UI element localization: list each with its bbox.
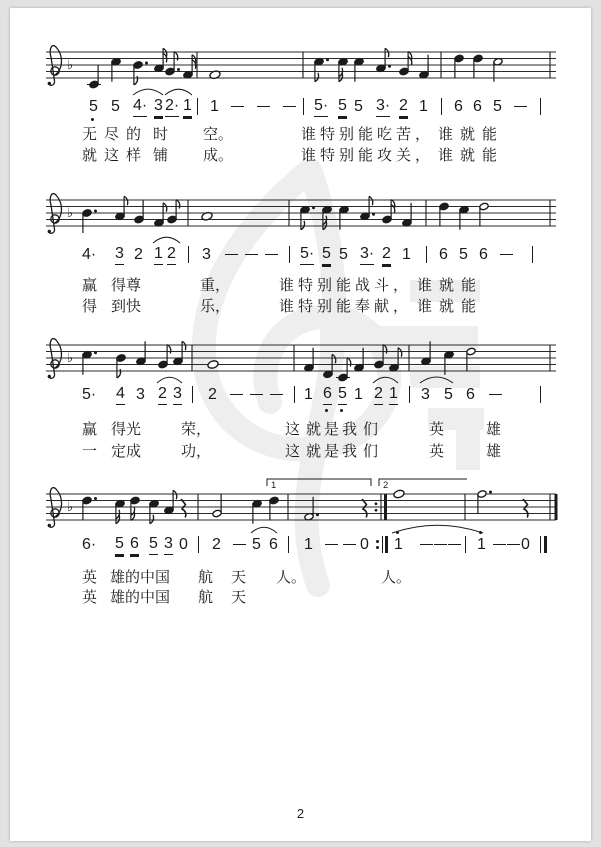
lyric-chunk: 赢 xyxy=(82,422,98,438)
jianpu-note: 3 xyxy=(421,386,430,403)
lyric-chunk: 英 xyxy=(82,590,98,606)
jianpu-note: 1 xyxy=(402,246,411,263)
lyric-chunk: 谁特别能吃苦， xyxy=(301,127,435,143)
jianpu-dash xyxy=(325,544,338,545)
jianpu-note: 1 xyxy=(304,536,313,553)
jianpu-dash xyxy=(265,254,278,255)
jianpu-barline xyxy=(465,536,466,553)
lyric-chunk: 得尊 xyxy=(111,278,142,294)
jianpu-note: 4· xyxy=(133,97,147,117)
jianpu-note: 5 xyxy=(339,246,348,263)
jianpu-note: 2 xyxy=(134,246,143,263)
jianpu-note: 4 xyxy=(116,385,125,405)
jianpu-note: 5 xyxy=(338,97,347,117)
jianpu-note: 6 xyxy=(473,98,482,115)
jianpu-note: 2 xyxy=(167,245,176,265)
jianpu-note: 5 xyxy=(115,535,124,555)
jianpu-dash xyxy=(507,544,520,545)
jianpu-note: 3 xyxy=(164,535,173,555)
lyric-chunk: 雄 xyxy=(486,444,502,460)
jianpu-note: 5 xyxy=(111,98,120,115)
lyric-chunk: 谁特别能攻关， xyxy=(301,148,435,164)
lyric-chunk: 谁特别能战斗， xyxy=(279,278,413,294)
jianpu-note: 2 xyxy=(374,385,383,405)
lyric-chunk: 定成 xyxy=(111,444,142,460)
lyric-chunk: 乐， xyxy=(200,299,231,315)
lyric-chunk: 航 xyxy=(198,590,214,606)
lyric-chunk: 雄 xyxy=(486,422,502,438)
jianpu-note: 5 xyxy=(89,97,98,116)
jianpu-barline xyxy=(540,386,541,403)
lyric-chunk: 英 xyxy=(429,422,445,438)
jianpu-barline xyxy=(198,536,199,553)
lyric-chunk: 得光 xyxy=(111,422,142,438)
jianpu-dash xyxy=(257,106,270,107)
jianpu-note: 3 xyxy=(136,386,145,403)
jianpu-dash xyxy=(283,106,296,107)
jianpu-note: 0 xyxy=(179,536,188,553)
jianpu-note: 6 xyxy=(323,385,332,405)
flat-key-signature: ♭ xyxy=(67,500,74,515)
jianpu-note: 3· xyxy=(360,245,374,265)
jianpu-dash xyxy=(250,394,263,395)
lyric-chunk: 就是我 xyxy=(306,444,361,460)
jianpu-final-barline xyxy=(540,536,554,553)
page-number: 2 xyxy=(296,806,305,821)
jianpu-barline xyxy=(289,246,290,263)
jianpu-dash xyxy=(448,544,461,545)
jianpu-note: 1 xyxy=(154,245,163,265)
jianpu-note: 0 xyxy=(360,536,369,553)
jianpu-note: 3· xyxy=(376,97,390,117)
jianpu-note: 5 xyxy=(459,246,468,263)
lyric-chunk: 天 xyxy=(231,590,247,606)
lyric-chunk: 雄的中国 xyxy=(110,590,171,606)
lyric-chunk: 雄的中国 xyxy=(110,570,171,586)
jianpu-dash xyxy=(245,254,258,255)
svg-text:1: 1 xyxy=(271,480,277,491)
svg-text:2: 2 xyxy=(383,480,389,491)
lyric-chunk: 就这样 xyxy=(82,148,149,164)
lyric-chunk: 谁特别能奉献， xyxy=(279,299,413,315)
jianpu-note: 2 xyxy=(208,386,217,403)
jianpu-note: 6 xyxy=(466,386,475,403)
jianpu-note: 5 xyxy=(322,245,331,265)
lyric-chunk: 功， xyxy=(181,444,212,460)
jianpu-dash xyxy=(231,106,244,107)
lyric-chunk: 时 xyxy=(153,127,169,143)
jianpu-note: 1 xyxy=(394,535,403,554)
jianpu-note: 1 xyxy=(419,98,428,115)
jianpu-note: 5 xyxy=(149,535,158,555)
jianpu-barline xyxy=(294,386,295,403)
jianpu-dash xyxy=(270,394,283,395)
lyric-chunk: 谁就能 xyxy=(417,299,484,315)
lyric-chunk: 得 xyxy=(82,299,98,315)
jianpu-note: 6· xyxy=(82,536,97,553)
jianpu-barline xyxy=(303,98,304,115)
jianpu-note: 3 xyxy=(202,246,211,263)
jianpu-note: 3 xyxy=(115,245,124,265)
jianpu-barline xyxy=(197,98,198,115)
jianpu-barline xyxy=(409,386,410,403)
jianpu-dash xyxy=(233,544,246,545)
jianpu-dash xyxy=(343,544,356,545)
lyric-chunk: 们 xyxy=(363,444,379,460)
lyric-chunk: 天 xyxy=(231,570,247,586)
jianpu-note: 5 xyxy=(354,98,363,115)
jianpu-note: 1 xyxy=(389,385,398,405)
lyric-chunk: 一 xyxy=(82,444,98,460)
lyric-chunk: 就是我 xyxy=(306,422,361,438)
lyric-chunk: 航 xyxy=(198,570,214,586)
jianpu-note: 5· xyxy=(82,386,97,403)
jianpu-barline xyxy=(188,246,189,263)
lyric-chunk: 赢 xyxy=(82,278,98,294)
lyric-chunk: 这 xyxy=(285,422,301,438)
jianpu-note: 6 xyxy=(439,246,448,263)
jianpu-barline xyxy=(532,246,533,263)
lyric-chunk: 谁就能 xyxy=(438,127,505,143)
jianpu-dash xyxy=(434,544,447,545)
jianpu-note: 2 xyxy=(382,245,391,265)
jianpu-note: 5 xyxy=(493,98,502,115)
flat-key-signature: ♭ xyxy=(67,206,74,221)
jianpu-note: 6 xyxy=(454,98,463,115)
lyric-chunk: 空。 xyxy=(203,127,234,143)
lyric-chunk: 谁就能 xyxy=(438,148,505,164)
jianpu-note: 2· xyxy=(165,97,179,117)
lyric-chunk: 重， xyxy=(200,278,231,294)
lyric-chunk: 无尽的 xyxy=(82,127,149,143)
lyric-chunk: 英 xyxy=(82,570,98,586)
jianpu-note: 0 xyxy=(521,536,530,553)
flat-key-signature: ♭ xyxy=(67,58,74,73)
jianpu-note: 3 xyxy=(173,385,182,405)
jianpu-dash xyxy=(225,254,238,255)
jianpu-note: 1 xyxy=(304,386,313,403)
jianpu-note: 2 xyxy=(399,97,408,117)
lyric-chunk: 到快 xyxy=(111,299,142,315)
flat-key-signature: ♭ xyxy=(67,351,74,366)
lyric-chunk: 人。 xyxy=(381,570,412,586)
jianpu-note: 2 xyxy=(158,385,167,405)
jianpu-barline xyxy=(441,98,442,115)
jianpu-note: 1 xyxy=(210,98,219,115)
jianpu-note: 6 xyxy=(269,536,278,553)
jianpu-barline xyxy=(540,98,541,115)
jianpu-barline xyxy=(426,246,427,263)
lyric-chunk: 们 xyxy=(363,422,379,438)
jianpu-note: 5· xyxy=(314,97,328,117)
jianpu-dash xyxy=(493,544,506,545)
jianpu-note: 4· xyxy=(82,246,97,263)
jianpu-note: 5 xyxy=(252,536,261,553)
jianpu-repeat-barline xyxy=(376,536,390,553)
jianpu-dash xyxy=(514,106,527,107)
jianpu-note: 6 xyxy=(479,246,488,263)
jianpu-dash xyxy=(230,394,243,395)
jianpu-note: 6 xyxy=(130,535,139,555)
jianpu-barline xyxy=(192,386,193,403)
lyric-chunk: 人。 xyxy=(276,570,307,586)
jianpu-note: 2 xyxy=(212,536,221,553)
lyric-chunk: 英 xyxy=(429,444,445,460)
jianpu-note: 1 xyxy=(354,386,363,403)
jianpu-note: 5 xyxy=(338,385,347,405)
jianpu-barline xyxy=(288,536,289,553)
jianpu-dash xyxy=(489,394,502,395)
lyric-chunk: 铺 xyxy=(153,148,169,164)
jianpu-dash xyxy=(500,254,513,255)
lyric-chunk: 这 xyxy=(285,444,301,460)
jianpu-note: 1 xyxy=(477,535,486,554)
jianpu-dash xyxy=(420,544,433,545)
jianpu-note: 5 xyxy=(444,386,453,403)
lyric-chunk: 谁就能 xyxy=(417,278,484,294)
jianpu-note: 1 xyxy=(183,97,192,117)
jianpu-note: 3 xyxy=(154,97,163,117)
lyric-chunk: 成。 xyxy=(203,148,234,164)
jianpu-note: 5· xyxy=(300,245,314,265)
lyric-chunk: 荣， xyxy=(181,422,212,438)
